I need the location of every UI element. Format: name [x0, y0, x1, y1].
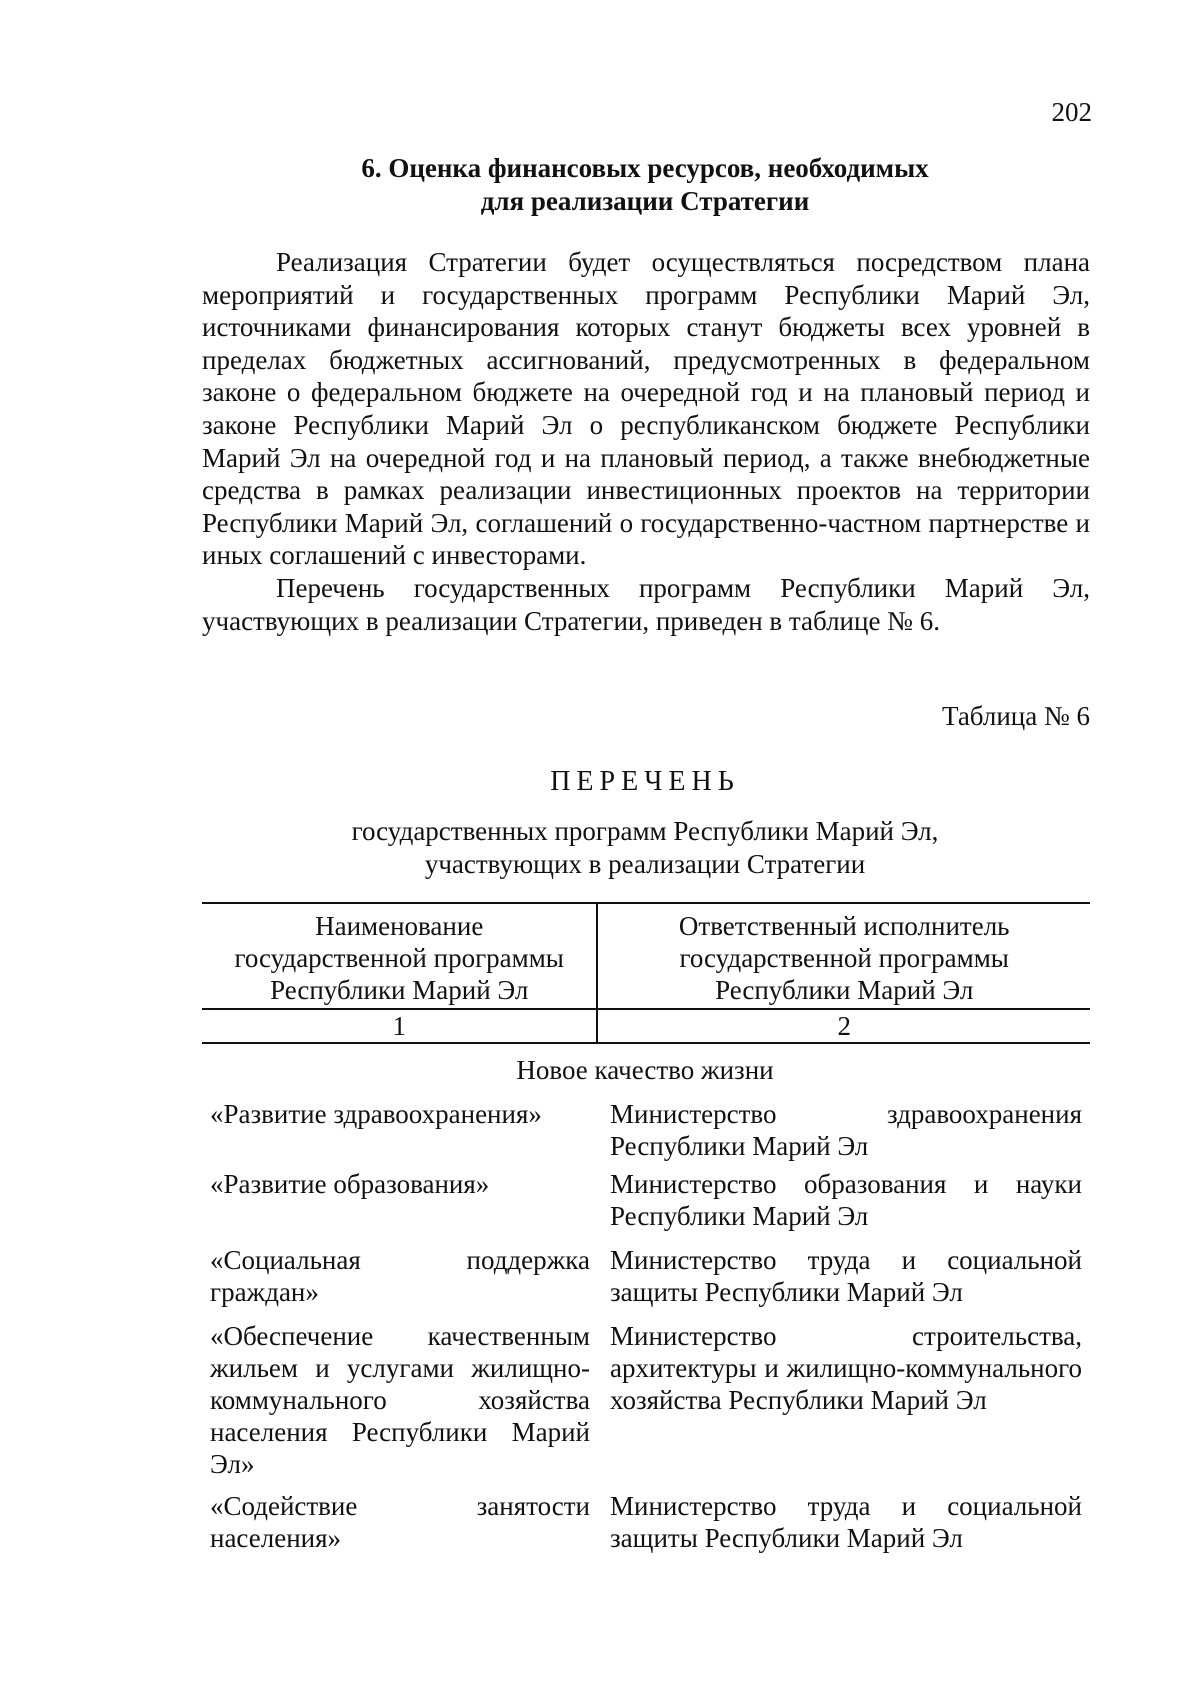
section-heading-line-2: для реализации Стратегии	[480, 186, 810, 216]
program-executor: Министерство здравоохранения Республики Марий Эл	[610, 1099, 1082, 1161]
program-executor: Министерство труда и социальной защиты Республики Марий Эл	[610, 1245, 1082, 1307]
table-header-row	[202, 903, 1090, 1009]
table-label: Таблица № 6	[942, 701, 1090, 731]
program-name: «Содействие занятости населения»	[210, 1491, 590, 1553]
program-executor: Министерство строительства, архитектуры и жилищно-коммунального хозяйства Республики Марий Эл	[610, 1321, 1082, 1415]
programs-table-header	[202, 902, 1090, 1044]
section-heading-line-1: 6. Оценка финансовых ресурсов, необходимых	[361, 153, 929, 183]
column-header-line: Наименование	[315, 911, 484, 941]
program-executor: Министерство труда и социальной защиты Республики Марий Эл	[610, 1491, 1082, 1553]
list-title: ПЕРЕЧЕНЬ	[550, 766, 740, 797]
paragraph: Перечень государственных программ Республики Марий Эл, участвующих в реализации Стратегии, приведен в таблице № 6.	[202, 572, 1090, 636]
table-row	[210, 1490, 1082, 1554]
column-header-executor	[597, 903, 1090, 1009]
section-heading	[200, 152, 1090, 218]
table-row	[210, 1168, 1082, 1232]
column-number-row	[202, 1009, 1090, 1043]
column-header-line: государственной программы	[234, 943, 564, 973]
column-header-line: Республики Марий Эл	[715, 975, 974, 1005]
column-header-line: Ответственный исполнитель	[678, 911, 1010, 941]
page-number: 202	[1051, 97, 1092, 127]
list-subtitle	[200, 815, 1090, 881]
column-number: 2	[597, 1009, 1090, 1043]
body-text	[202, 246, 1090, 637]
column-number: 1	[202, 1009, 597, 1043]
table-row	[210, 1320, 1082, 1480]
program-name: «Социальная поддержка граждан»	[210, 1245, 590, 1307]
programs-table-body	[210, 1098, 1082, 1554]
program-executor: Министерство образования и науки Республики Марий Эл	[610, 1169, 1082, 1231]
column-header-line: Республики Марий Эл	[270, 975, 529, 1005]
column-header-line: государственной программы	[679, 943, 1009, 973]
program-name: «Развитие здравоохранения»	[210, 1099, 542, 1129]
program-name: «Развитие образования»	[210, 1169, 490, 1199]
paragraph: Реализация Стратегии будет осуществляться посредством плана мероприятий и государственных программ Республики Марий Эл, источниками финансирования которых станут бюджеты всех уровней в пределах бюджетных ассигнований, предусмотренных в федеральном законе о федеральном бюджете на очередной год и на плановый период и законе Республики Марий Эл о республиканском бюджете Республики Марий Эл на очередной год и на плановый период, а также внебюджетные средства в рамках реализации инвестиционных проектов на территории Республики Марий Эл, соглашений о государственно-частном партнерстве и иных соглашений с инвесторами.	[202, 247, 1090, 571]
list-subtitle-line-1: государственных программ Республики Марий Эл,	[351, 816, 939, 846]
column-header-program	[202, 903, 597, 1009]
table-section-title: Новое качество жизни	[516, 1055, 774, 1085]
table-row	[210, 1244, 1082, 1308]
program-name: «Обеспечение качественным жильем и услугами жилищно-коммунального хозяйства населения Республики Марий Эл»	[210, 1321, 590, 1479]
table-row	[210, 1098, 1082, 1162]
list-subtitle-line-2: участвующих в реализации Стратегии	[424, 849, 866, 879]
